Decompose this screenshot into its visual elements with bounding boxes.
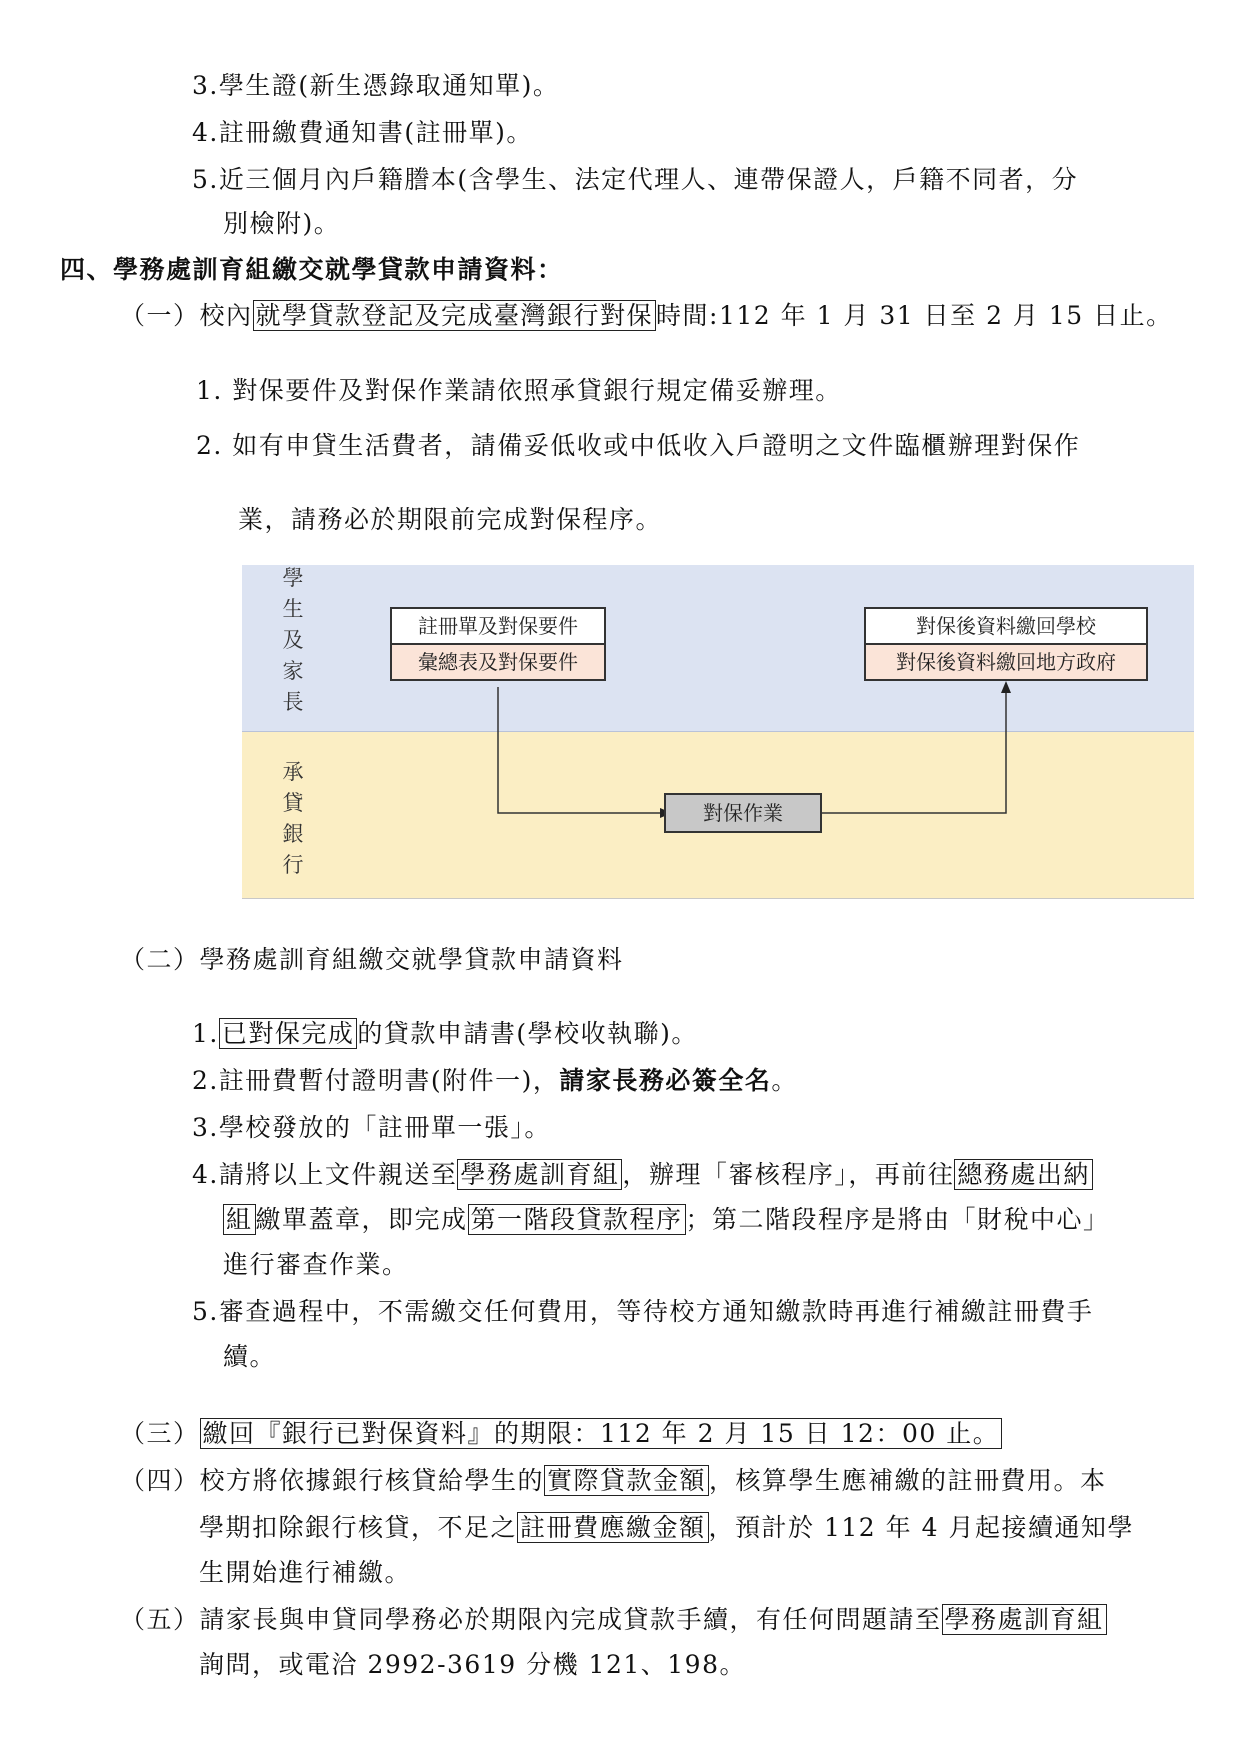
boxed-text-fee-due: 註冊費應繳金額 (517, 1512, 709, 1543)
arrowhead-up-icon (1001, 681, 1011, 693)
flow-box-summary: 彙總表及對保要件 (390, 643, 606, 681)
connector-to-return (820, 693, 1006, 813)
paragraph-2-item-1: 1. 已對保完成 的貸款申請書(學校收執聯)。 (192, 1019, 698, 1048)
lane-label-student-parent: 學 生 及 家 長 (282, 566, 304, 714)
boxed-text-cashier: 總務處出納 (954, 1159, 1093, 1190)
boxed-text-student-affairs: 學務處訓育組 (457, 1159, 622, 1190)
flow-diagram (242, 565, 1194, 898)
paragraph-2-item-3: 3.學校發放的「註冊單一張」。 (192, 1113, 551, 1142)
boxed-text-guaranteed: 已對保完成 (219, 1018, 358, 1049)
paragraph-4-cont: 學期扣除銀行核貸，不足之 註冊費應繳金額 ，預計於 112 年 4 月起接續通知學 (199, 1513, 1134, 1542)
boxed-text-deadline: 繳回『銀行已對保資料』的期限：112 年 2 月 15 日 12：00 止。 (200, 1418, 1003, 1449)
list-item-household-record-cont: 別檢附)。 (223, 209, 341, 238)
paragraph-2-item-5: 5.審查過程中，不需繳交任何費用，等待校方通知繳款時再進行補繳註冊費手 (192, 1297, 1094, 1326)
boxed-text-first-stage: 第一階段貸款程序 (468, 1204, 686, 1235)
list-item-household-record: 5.近三個月內戶籍謄本(含學生、法定代理人、連帶保證人，戶籍不同者，分 (192, 165, 1079, 194)
lane-label-bank: 承 貸 銀 行 (282, 760, 304, 877)
paragraph-4: （四）校方將依據銀行核貸給學生的 實際貸款金額 ，核算學生應補繳的註冊費用。本 (120, 1466, 1107, 1495)
paragraph-2-title: （二）學務處訓育組繳交就學貸款申請資料 (120, 945, 624, 974)
paragraph-2-item-4-cont2: 進行審查作業。 (223, 1250, 409, 1279)
flow-box-return-school: 對保後資料繳回學校 (864, 607, 1148, 645)
connector-to-bank (498, 687, 660, 813)
paragraph-2-item-4-cont: 組 繳單蓋章，即完成 第一階段貸款程序 ；第二階段程序是將由「財稅中心」 (223, 1204, 1110, 1236)
paragraph-2-item-2: 2.註冊費暫付證明書(附件一)，請家長務必簽全名。 (192, 1066, 798, 1095)
paragraph-1 (120, 300, 1173, 332)
paragraph-1-boxed-text: 就學貸款登記及完成臺灣銀行對保 (253, 300, 657, 331)
boxed-text-contact-office: 學務處訓育組 (942, 1604, 1107, 1635)
section-heading: 四、學務處訓育組繳交就學貸款申請資料： (60, 255, 564, 284)
flow-box-return-government: 對保後資料繳回地方政府 (864, 643, 1148, 681)
paragraph-1-dates: 時間:112 年 1 月 31 日至 2 月 15 日止。 (656, 301, 1173, 330)
paragraph-1-item-2: 2. 如有申貸生活費者，請備妥低收或中低收入戶證明之文件臨櫃辦理對保作 (196, 431, 1081, 460)
bold-signature-note: 請家長務必簽全名 (559, 1066, 772, 1095)
paragraph-5: （五）請家長與申貸同學務必於期限內完成貸款手續，有任何問題請至 學務處訓育組 (120, 1604, 1107, 1636)
list-item-student-id: 3.學生證(新生憑錄取通知單)。 (192, 71, 560, 100)
paragraph-1-prefix: （一）校內 (120, 301, 253, 330)
boxed-text-cashier-cont: 組 (223, 1204, 256, 1235)
paragraph-1-item-1: 1. 對保要件及對保作業請依照承貸銀行規定備妥辦理。 (196, 376, 842, 405)
paragraph-3: （三） 繳回『銀行已對保資料』的期限：112 年 2 月 15 日 12：00 止。 (120, 1418, 1002, 1450)
flow-box-registration: 註冊單及對保要件 (390, 607, 606, 645)
flow-box-guarantee: 對保作業 (664, 793, 822, 833)
paragraph-2-item-4: 4.請將以上文件親送至 學務處訓育組 ，辦理「審核程序」，再前往 總務處出納 (192, 1159, 1093, 1191)
paragraph-2-item-5-cont: 續。 (223, 1342, 277, 1371)
list-item-registration-notice: 4.註冊繳費通知書(註冊單)。 (192, 118, 533, 147)
paragraph-4-cont2: 生開始進行補繳。 (199, 1558, 412, 1587)
paragraph-1-item-2-cont: 業，請務必於期限前完成對保程序。 (238, 505, 663, 534)
paragraph-5-contact: 詢問，或電洽 2992-3619 分機 121、198。 (199, 1650, 746, 1679)
boxed-text-actual-loan: 實際貸款金額 (544, 1465, 709, 1496)
